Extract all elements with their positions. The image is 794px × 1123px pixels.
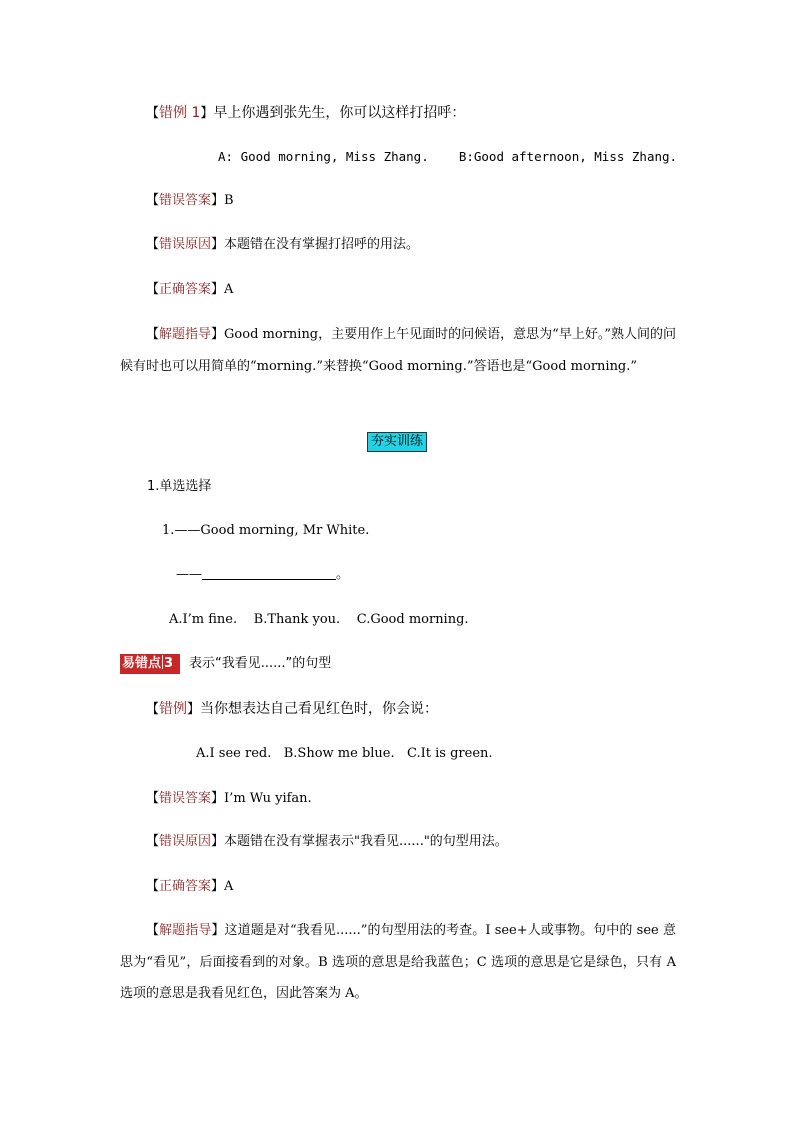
wrong-answer-label-2: 错误答案 bbox=[159, 791, 212, 806]
example-1-question: 【错例 1】早上你遇到张先生，你可以这样打招呼： bbox=[146, 105, 466, 121]
example-2-correct-answer: 【正确答案】A bbox=[146, 879, 234, 894]
guidance-text-2: 这道题是对“我看见......”的句型用法的考查。I see+人或事物。句中的 see 意思为“看见”，后面接看到的对象。B 选项的意思是给我蓝色；C 选项的意思是它是绿色，只有 A 选项的意思是我看见红色，因此答案为 A。 bbox=[120, 923, 676, 1001]
practice-question-1-options: A.I’m fine. B.Thank you. C.Good morning. bbox=[169, 612, 469, 627]
example-1-guidance: 【解题指导】Good morning，主要用作上午见面时的问候语，意思为“早上好。”熟人间的问候有时也可以用简单的“morning.”来替换“Good morning.”答语也是“Good morning.” bbox=[120, 327, 676, 374]
answer-blank[interactable] bbox=[202, 566, 336, 580]
wrong-answer-label: 错误答案 bbox=[159, 193, 212, 208]
example-1-wrong-answer: 【错误答案】B bbox=[146, 193, 234, 208]
error-reason-text-2: 本题错在没有掌握表示"我看见......"的句型用法。 bbox=[224, 834, 508, 849]
example-2-options: A.I see red. B.Show me blue. C.It is green. bbox=[196, 746, 493, 761]
guidance-label-2: 解题指导 bbox=[159, 923, 212, 938]
example-2-label: 错例 bbox=[159, 701, 188, 717]
example-1-options: A: Good morning, Miss Zhang. B:Good afternoon, Miss Zhang. bbox=[218, 149, 678, 164]
example-2-guidance: 【解题指导】这道题是对“我看见......”的句型用法的考查。I see+人或事物。句中的 see 意思为“看见”，后面接看到的对象。B 选项的意思是给我蓝色；C 选项的意思是它是绿色，只有 A 选项的意思是我看见红色，因此答案为 A。 bbox=[120, 923, 676, 1001]
wrong-answer-value: B bbox=[224, 193, 234, 208]
error-reason-label-2: 错误原因 bbox=[159, 834, 212, 849]
guidance-label: 解题指导 bbox=[159, 327, 212, 342]
correct-answer-label: 正确答案 bbox=[159, 282, 212, 297]
error-point-title: 表示“我看见......”的句型 bbox=[189, 656, 332, 671]
example-2-error-reason: 【错误原因】本题错在没有掌握表示"我看见......"的句型用法。 bbox=[146, 834, 508, 849]
example-1-error-reason: 【错误原因】本题错在没有掌握打招呼的用法。 bbox=[146, 237, 420, 252]
example-1-label: 错例 1 bbox=[159, 105, 201, 121]
correct-answer-value: A bbox=[224, 282, 234, 297]
practice-question-1: 1.——Good morning, Mr White. bbox=[162, 523, 370, 538]
guidance-text: Good morning，主要用作上午见面时的问候语，意思为“早上好。”熟人间的问候有时也可以用简单的“morning.”来替换“Good morning.”答语也是“Good morning.” bbox=[120, 327, 676, 374]
practice-question-1-reply: —— 。 bbox=[176, 567, 350, 582]
example-2-wrong-answer: 【错误答案】I’m Wu yifan. bbox=[146, 791, 312, 806]
example-1-correct-answer: 【正确答案】A bbox=[146, 282, 234, 297]
wrong-answer-value-2: I’m Wu yifan. bbox=[224, 791, 312, 806]
practice-badge: 夯实训练 bbox=[367, 432, 427, 452]
error-reason-label: 错误原因 bbox=[159, 237, 212, 252]
error-reason-text: 本题错在没有掌握打招呼的用法。 bbox=[224, 237, 420, 252]
practice-section-title: 1.单选选择 bbox=[147, 479, 212, 494]
correct-answer-value-2: A bbox=[224, 879, 234, 894]
correct-answer-label-2: 正确答案 bbox=[159, 879, 212, 894]
example-2-question-text: 当你想表达自己看见红色时，你会说： bbox=[200, 701, 439, 717]
example-1-question-text: 早上你遇到张先生，你可以这样打招呼： bbox=[213, 105, 466, 121]
error-point-badge: 易错点 3 bbox=[120, 654, 180, 674]
example-2-question: 【错例】当你想表达自己看见红色时，你会说： bbox=[146, 701, 439, 717]
